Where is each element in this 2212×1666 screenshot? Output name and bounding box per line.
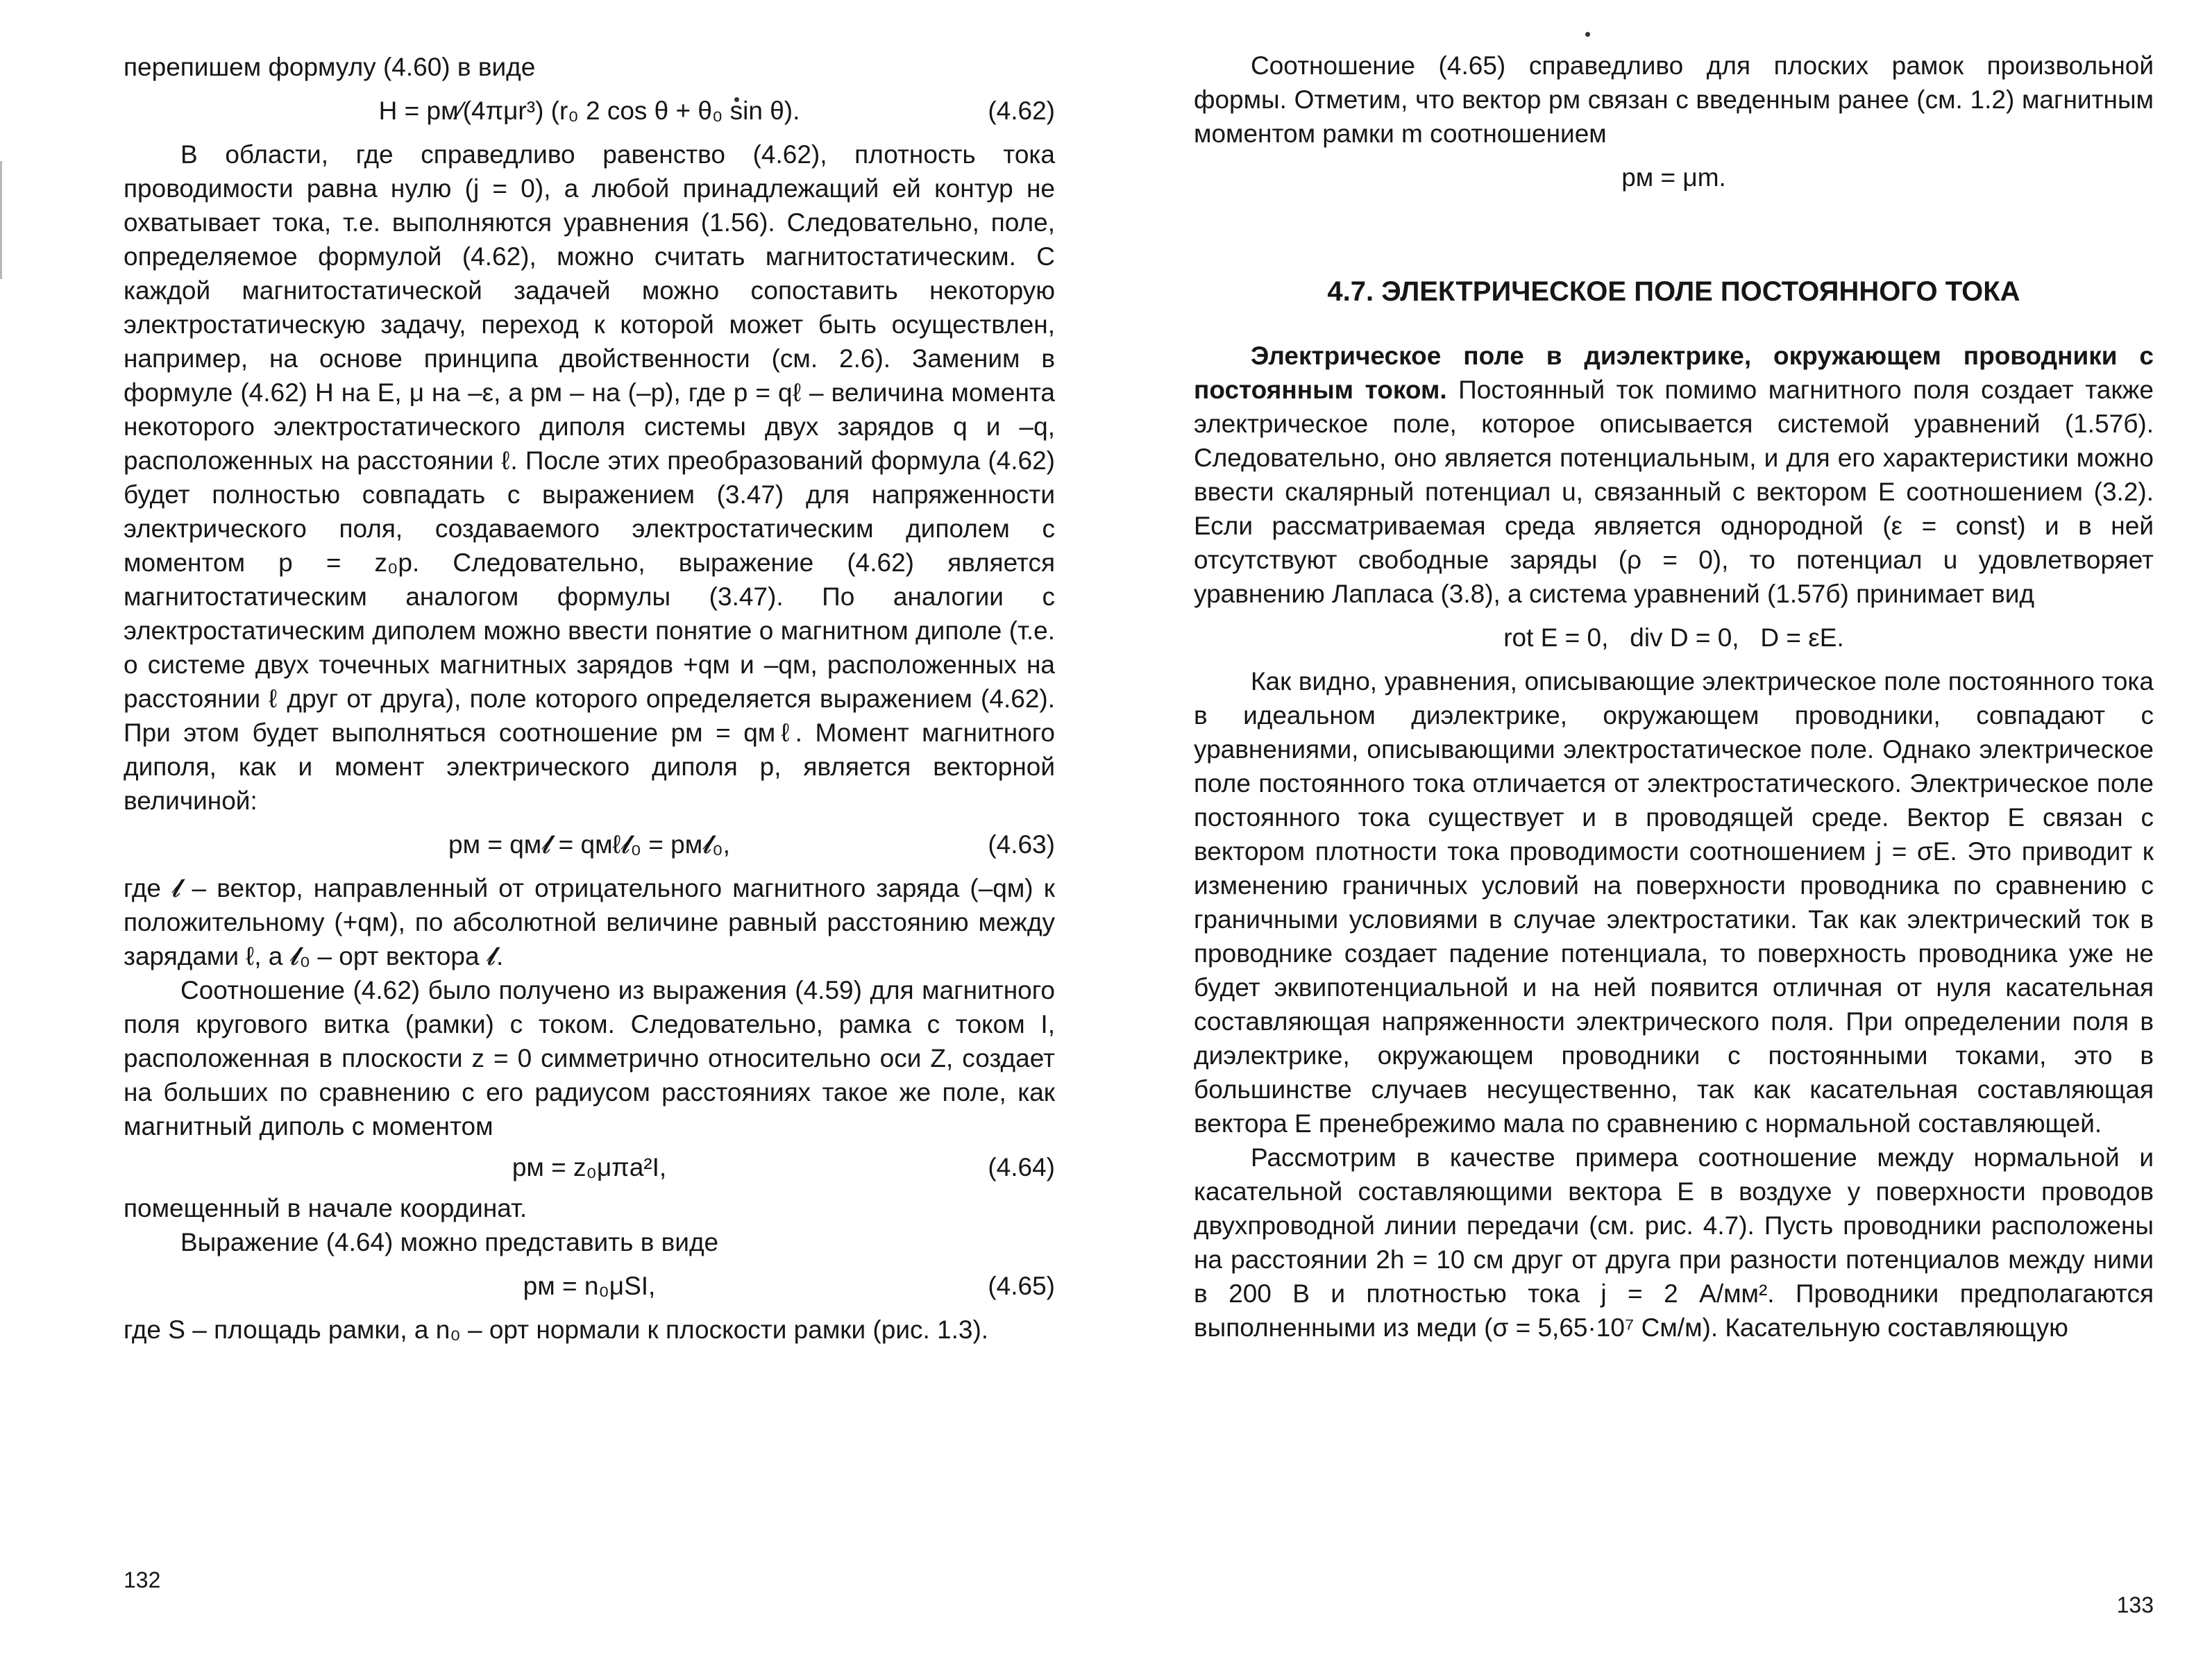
- paragraph-body: Постоянный ток помимо магнитного поля создает также электрическое поле, которое описывается системой уравнений (1.57б). Следовательно, оно является потенциальным, и для его характеристики можно ввести скалярный потенциал u, связанный с вектором E соотношением (3.2). Если рассматриваемая среда является однородной (ε = const) и в ней отсутствуют свободные заряды (ρ = 0), то потенциал u удовлетворяет уравнению Лапласа (3.8), а система уравнений (1.57б) принимает вид: [1194, 376, 2154, 608]
- equation-pm: [1194, 160, 2154, 194]
- equation-number: (4.65): [988, 1272, 1055, 1300]
- paragraph: Соотношение (4.65) справедливо для плоских рамок произвольной формы. Отметим, что вектор pм связан с введенным ранее (см. 1.2) магнитным моментом рамки m соотношением: [1194, 51, 2154, 148]
- paragraph: Как видно, уравнения, описывающие электрическое поле постоянного тока в идеальном диэлектрике, окружающем проводники, совпадают с уравнениями, описывающими электростатическое поле. Однако электрическое поле постоянного тока отличается от электростатического. Электрическое поле постоянного тока существует и в проводящей среде. Вектор E связан с вектором плотности тока проводимости соотношением j = σE. Это приводит к изменению граничных условий на поверхности проводника по сравнению с граничными условиями в случае электростатики. Так как электрический ток в проводнике создает падение потенциала, то поверхность проводника уже не будет эквипотенциальной и на ней появится отличная от нуля касательная составляющая напряженности электрического поля. При определении поля в диэлектрике, окружающем проводники с постоянными токами, это в большинстве случаев несущественно, так как касательная составляющая вектора E пренебрежимо мала по сравнению с нормальной составляющей.: [1194, 667, 2154, 1138]
- equation-number: (4.64): [988, 1153, 1055, 1181]
- equation-body: rot E = 0, div D = 0, D = εE.: [1503, 623, 1844, 652]
- equation-4-65: [124, 1269, 1055, 1303]
- paragraph: Соотношение (4.62) было получено из выражения (4.59) для магнитного поля кругового витка (рамки) с током. Следовательно, рамка с током I, расположенная в плоскости z = 0 симметрично относительно оси Z, создает на больших по сравнению с его радиусом расстояниях такое же поле, как магнитный диполь с моментом: [124, 976, 1055, 1141]
- paragraph: В области, где справедливо равенство (4.62), плотность тока проводимости равна нулю (j = 0), а любой принадлежащий ей контур не охватывает тока, т.е. выполняются уравнения (1.56). Следовательно, поле, определяемое формулой (4.62), можно считать магнитостатическим. С каждой магнитостатической задачей можно сопоставить некоторую электростатическую задачу, переход к которой может быть осуществлен, например, на основе принципа двойственности (см. 2.6). Заменим в формуле (4.62) H на E, μ на –ε, а pм – на (–p), где p = qℓ – величина момента некоторого электростатического диполя системы двух зарядов q и –q, расположенных на расстоянии ℓ. После этих преобразований формула (4.62) будет полностью совпадать с выражением (3.47) для напряженности электрического поля, создаваемого электростатическим диполем с моментом p = z₀p. Следовательно, выражение (4.62) является магнитостатическим аналогом формулы (3.47). По аналогии с электростатическим диполем можно ввести понятие о магнитном диполе (т.е. о системе двух точечных магнитных зарядов +qм и –qм, расположенных на расстоянии ℓ друг от друга), поле которого определяется выражением (4.62). При этом будет выполняться соотношение pм = qмℓ. Момент магнитного диполя, как и момент электрического диполя p, является векторной величиной:: [124, 140, 1055, 815]
- equation-4-64: [124, 1150, 1055, 1184]
- intro-text: перепишем формулу (4.60) в виде: [124, 53, 536, 81]
- equation-4-63: [124, 827, 1055, 861]
- paragraph: [1194, 339, 2154, 611]
- paragraph-lead: Электрическое поле в диэлектрике, окружающем проводники с постоянным током.: [1194, 342, 2154, 404]
- paragraph: Рассмотрим в качестве примера соотношение между нормальной и касательной составляющими вектора E в воздухе у поверхности проводов двухпроводной линии передачи (см. рис. 4.7). Пусть проводники расположены на расстоянии 2h = 10 см друг от друга при разности потенциалов между ними в 200 В и плотностью тока j = 2 А/мм². Проводники предполагаются выполненными из меди (σ = 5,65·10⁷ См/м). Касательную составляющую: [1194, 1143, 2154, 1342]
- equation-body: pм = μm.: [1621, 163, 1726, 192]
- equation-number: (4.63): [988, 830, 1055, 859]
- equation-body: pм = qм𝓵 = qмℓ𝓵₀ = pм𝓵₀,: [448, 830, 730, 859]
- equation-body: H = pм⁄(4πμr³) (r₀ 2 cos θ + θ₀ sin θ).: [378, 96, 800, 125]
- equation-4-62: [124, 94, 1055, 128]
- page-number: 133: [2116, 1592, 2154, 1617]
- page-number: 132: [124, 1567, 161, 1592]
- section-heading: 4.7. ЭЛЕКТРИЧЕСКОЕ ПОЛЕ ПОСТОЯННОГО ТОКА: [1327, 276, 2020, 307]
- right-page: [1104, 0, 2212, 1666]
- paragraph: Выражение (4.64) можно представить в виде: [180, 1228, 719, 1256]
- equation-body: pм = n₀μSI,: [523, 1272, 656, 1300]
- paragraph: помещенный в начале координат.: [124, 1194, 527, 1222]
- equation-system: [1194, 621, 2154, 655]
- equation-number: (4.62): [988, 96, 1055, 125]
- paragraph: где 𝓵 – вектор, направленный от отрицательного магнитного заряда (–qм) к положительному (+qм), по абсолютной величине равный расстоянию между зарядами ℓ, а 𝓵₀ – орт вектора 𝓵.: [124, 874, 1055, 970]
- paragraph: где S – площадь рамки, а n₀ – орт нормали к плоскости рамки (рис. 1.3).: [124, 1315, 989, 1344]
- equation-body: pм = z₀μπa²I,: [512, 1153, 667, 1181]
- left-page: [0, 0, 1104, 1666]
